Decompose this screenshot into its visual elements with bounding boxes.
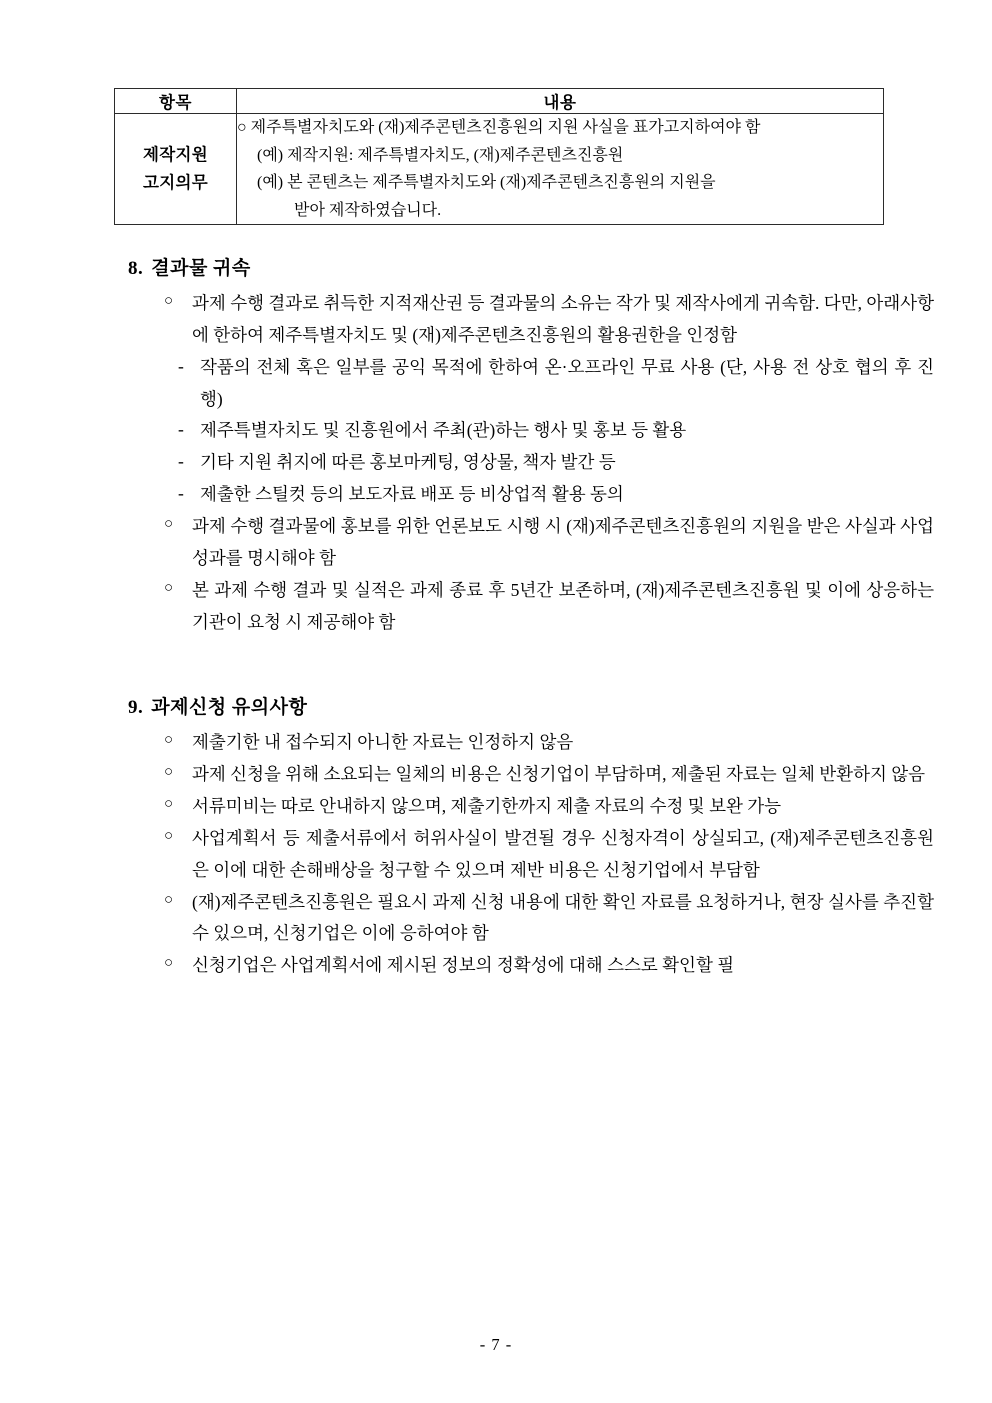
list-item-text: 작품의 전체 혹은 일부를 공익 목적에 한하여 온·오프라인 무료 사용 (단, 사용 전 상호 협의 후 진행)	[200, 356, 934, 409]
list-item	[164, 288, 934, 352]
list-item	[164, 759, 934, 791]
list-item-text: 제출한 스틸컷 등의 보도자료 배포 등 비상업적 활용 동의	[200, 484, 624, 505]
dash-bullet-icon: -	[178, 483, 184, 504]
list-item	[164, 511, 934, 575]
table-header-content: 내용	[237, 89, 884, 114]
table-row-label	[115, 114, 237, 225]
list-item-text: 기타 지원 취지에 따른 홍보마케팅, 영상물, 책자 발간 등	[200, 452, 616, 473]
list-item-text: 사업계획서 등 제출서류에서 허위사실이 발견될 경우 신청자격이 상실되고, (재)제주콘텐츠진흥원은 이에 대한 손해배상을 청구할 수 있으며 제반 비용은 신청기업에서 부담함	[192, 827, 934, 880]
section-8	[100, 253, 934, 638]
list-item	[164, 887, 934, 951]
list-item	[164, 727, 934, 759]
circle-bullet-icon: ○	[164, 579, 174, 596]
list-item-text: 서류미비는 따로 안내하지 않으며, 제출기한까지 제출 자료의 수정 및 보완 가능	[192, 796, 782, 817]
list-item-text: 과제 수행 결과로 취득한 지적재산권 등 결과물의 소유는 작가 및 제작사에게 귀속함. 다만, 아래사항에 한하여 제주특별자치도 및 (재)제주콘텐츠진흥원의 활용권한을 인정함	[192, 293, 934, 345]
list-item	[164, 823, 934, 887]
circle-bullet-icon: ○	[164, 515, 174, 532]
list-item	[178, 479, 934, 511]
circle-bullet-icon: ○	[164, 732, 174, 749]
dash-bullet-icon: -	[178, 451, 184, 472]
list-item	[164, 575, 934, 639]
circle-bullet-icon: ○	[164, 827, 174, 844]
section-number: 9.	[128, 697, 144, 719]
table-header-row	[115, 89, 884, 114]
list-item-text: 과제 수행 결과물에 홍보를 위한 언론보도 시행 시 (재)제주콘텐츠진흥원의 지원을 받은 사실과 사업성과를 명시해야 함	[192, 515, 934, 568]
support-notice-table	[114, 88, 884, 225]
list-item-text: (재)제주콘텐츠진흥원은 필요시 과제 신청 내용에 대한 확인 자료를 요청하거나, 현장 실사를 추진할 수 있으며, 신청기업은 이에 응하여야 함	[192, 891, 934, 944]
list-item	[178, 415, 934, 447]
circle-bullet-icon: ○	[164, 955, 174, 972]
table-row-content	[237, 114, 884, 225]
list-item-text: 과제 신청을 위해 소요되는 일체의 비용은 신청기업이 부담하며, 제출된 자료는 일체 반환하지 않음	[192, 764, 926, 785]
page-number: - 7 -	[479, 1335, 513, 1354]
circle-bullet-icon: ○	[164, 293, 174, 310]
section-spacer	[100, 638, 892, 664]
content-line: ○ 제주특별자치도와 (재)제주콘텐츠진흥원의 지원 사실을 표가고지하여야 함	[237, 119, 761, 136]
section-title	[128, 692, 892, 719]
content-line: (예) 본 콘텐츠는 제주특별자치도와 (재)제주콘텐츠진흥원의 지원을	[257, 174, 716, 192]
section-9	[100, 692, 934, 982]
section-8-list	[100, 288, 934, 638]
dash-bullet-icon: -	[178, 355, 184, 376]
list-item	[178, 352, 934, 416]
list-item-text: 신청기업은 사업계획서에 제시된 정보의 정확성에 대해 스스로 확인할 필	[192, 955, 735, 976]
list-item	[178, 447, 934, 479]
list-item	[164, 950, 934, 982]
list-item	[164, 791, 934, 823]
list-item-text: 본 과제 수행 결과 및 실적은 과제 종료 후 5년간 보존하며, (재)제주콘텐츠진흥원 및 이에 상응하는 기관이 요청 시 제공해야 함	[192, 579, 934, 632]
content-line: 받아 제작하였습니다.	[294, 201, 442, 219]
table-header-item: 항목	[115, 89, 237, 114]
content-line: (예) 제작지원: 제주특별자치도, (재)제주콘텐츠진흥원	[257, 146, 624, 164]
table-row-label-line: 고지의무	[143, 173, 208, 193]
circle-bullet-icon: ○	[164, 764, 174, 781]
table-row-label-line: 제작지원	[143, 144, 208, 164]
list-item-text: 제출기한 내 접수되지 아니한 자료는 인정하지 않음	[192, 732, 574, 753]
section-9-list	[100, 727, 934, 982]
section-title	[128, 253, 892, 280]
circle-bullet-icon: ○	[164, 796, 174, 813]
table-row	[115, 114, 884, 225]
section-title-text: 결과물 귀속	[151, 258, 251, 280]
dash-bullet-icon: -	[178, 419, 184, 440]
section-number: 8.	[128, 258, 144, 280]
circle-bullet-icon: ○	[164, 891, 174, 908]
section-title-text: 과제신청 유의사항	[151, 697, 308, 719]
list-item-text: 제주특별자치도 및 진흥원에서 주최(관)하는 행사 및 홍보 등 활용	[200, 420, 687, 441]
